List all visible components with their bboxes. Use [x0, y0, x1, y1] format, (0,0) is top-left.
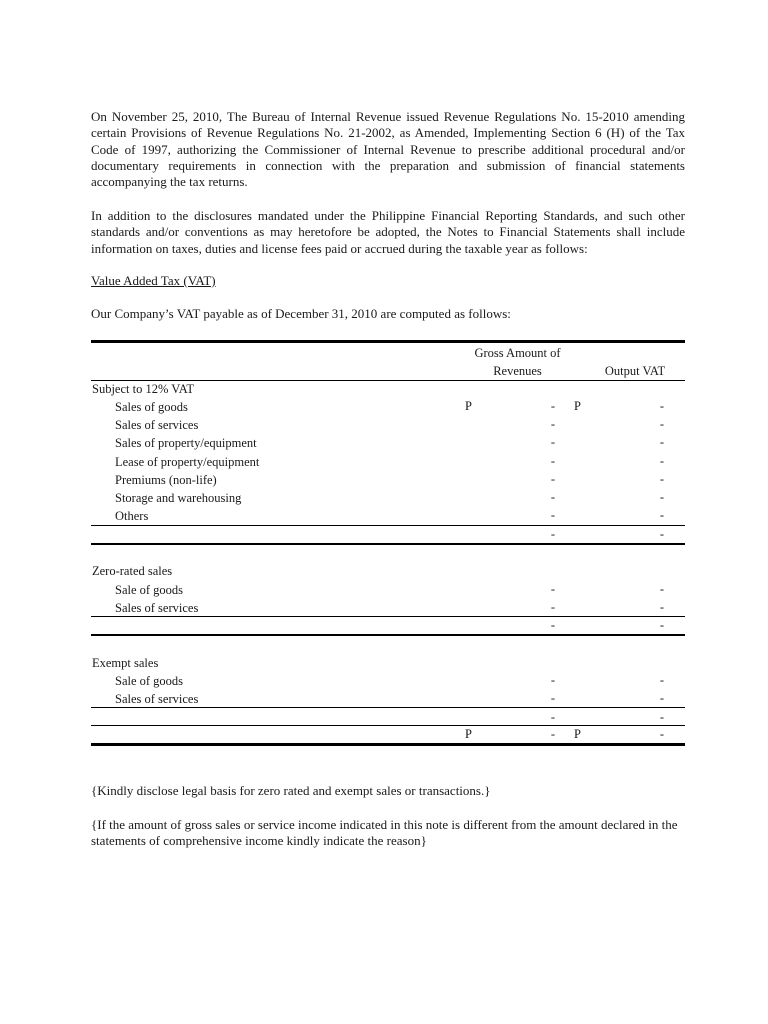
vat-section-heading: Value Added Tax (VAT)	[91, 273, 216, 288]
output-vat-header: Output VAT	[604, 364, 666, 378]
zero-rated-item-gross-value: -	[550, 600, 555, 615]
grand-total-gross-value: -	[550, 727, 555, 741]
grand-total-vat-currency: P	[574, 727, 581, 741]
subject-vat-item-label: Others	[115, 509, 149, 524]
gross-amount-header	[455, 344, 580, 380]
subject-vat-item-label: Sales of goods	[115, 400, 188, 414]
zero-subtotal-rule	[91, 616, 685, 617]
subject-vat-item-label: Sales of property/equipment	[115, 436, 257, 451]
subject-vat-item-gross-value: -	[550, 435, 555, 450]
subject-vat-item-gross-value: -	[550, 399, 555, 413]
zero-rated-item-vat-value: -	[659, 600, 664, 615]
subject-vat-item-gross-value: -	[550, 471, 555, 486]
subject-vat-item-vat-value: -	[659, 435, 664, 450]
exempt-item-vat-value: -	[659, 673, 664, 687]
exempt-item-label: Sale of goods	[115, 674, 184, 688]
subject-vat-subtotal-gross-value: -	[550, 527, 555, 541]
zero-rated-item-label: Sales of services	[115, 601, 199, 616]
zero-rated-subtotal-gross-value: -	[550, 618, 555, 632]
subject-vat-item-gross-value: -	[550, 453, 555, 468]
subject-subtotal-rule	[91, 525, 685, 526]
subject-vat-item-vat-value: -	[659, 490, 664, 504]
exempt-total-top-rule	[91, 725, 685, 726]
exempt-item-gross-value: -	[550, 673, 555, 687]
table-top-rule	[91, 340, 685, 343]
subject-vat-item-vat-value: -	[659, 508, 664, 523]
subject-vat-item-label: Premiums (non-life)	[115, 472, 217, 487]
intro-paragraph: On November 25, 2010, The Bureau of Internal Revenue issued Revenue Regulations No. 15-2010 amending certain Provisions of Revenue Regulations No. 21-2002, as Amended, Implementing Section 6 (H) of the Tax Code of 1997, authorizing the Commissioner of Internal Revenue to prescribe additional procedural and/or documentary requirements in connection with the preparation and submission of financial statements accompanying the tax returns.	[91, 109, 685, 190]
subject-vat-item-label: Lease of property/equipment	[115, 454, 260, 469]
subject-vat-item-vat-value: -	[659, 399, 664, 413]
gross-header-line1: Gross Amount of	[474, 346, 561, 360]
zero-rated-heading: Zero-rated sales	[92, 564, 173, 578]
difference-note: {If the amount of gross sales or service income indicated in this note is different from the amount declared in the statements of comprehensive income kindly indicate the reason}	[91, 817, 678, 849]
subject-vat-item-gross-value: -	[550, 508, 555, 523]
zero-double-rule	[91, 634, 685, 636]
zero-rated-item-label: Sale of goods	[115, 583, 184, 597]
disclosure-paragraph: In addition to the disclosures mandated under the Philippine Financial Reporting Standards, and such other standards and/or conventions as may heretofore be adopted, the Notes to Financial Statements shall include information on taxes, duties and license fees paid or accrued during the taxable year as follows:	[91, 208, 685, 256]
subject-vat-item-gross-currency: P	[465, 399, 472, 413]
exempt-subtotal-vat-value: -	[659, 710, 664, 724]
table-intro: Our Company’s VAT payable as of December 31, 2010 are computed as follows:	[91, 306, 511, 321]
zero-rated-item-vat-value: -	[659, 582, 664, 596]
subject-vat-item-label: Sales of services	[115, 418, 199, 433]
grand-total-gross-currency: P	[465, 727, 472, 741]
subject-vat-item-vat-value: -	[659, 417, 664, 432]
subject-vat-item-vat-value: -	[659, 471, 664, 486]
subject-double-rule	[91, 543, 685, 545]
grand-total-rule	[91, 743, 685, 746]
zero-rated-item-gross-value: -	[550, 582, 555, 596]
subject-vat-item-vat-value: -	[659, 453, 664, 468]
legal-basis-note: {Kindly disclose legal basis for zero rated and exempt sales or transactions.}	[91, 783, 491, 798]
exempt-item-label: Sales of services	[115, 692, 199, 707]
exempt-item-gross-value: -	[550, 691, 555, 706]
subject-vat-item-gross-value: -	[550, 490, 555, 504]
subject-vat-item-label: Storage and warehousing	[115, 491, 242, 505]
subject-vat-heading: Subject to 12% VAT	[92, 382, 194, 396]
exempt-subtotal-rule	[91, 707, 685, 708]
grand-total-vat-value: -	[659, 727, 664, 741]
exempt-item-vat-value: -	[659, 691, 664, 706]
exempt-subtotal-gross-value: -	[550, 710, 555, 724]
gross-header-line2: Revenues	[493, 364, 542, 378]
zero-rated-subtotal-vat-value: -	[659, 618, 664, 632]
subject-vat-subtotal-vat-value: -	[659, 527, 664, 541]
subject-vat-item-gross-value: -	[550, 417, 555, 432]
exempt-heading: Exempt sales	[92, 656, 159, 670]
subject-vat-item-vat-currency: P	[574, 399, 581, 413]
